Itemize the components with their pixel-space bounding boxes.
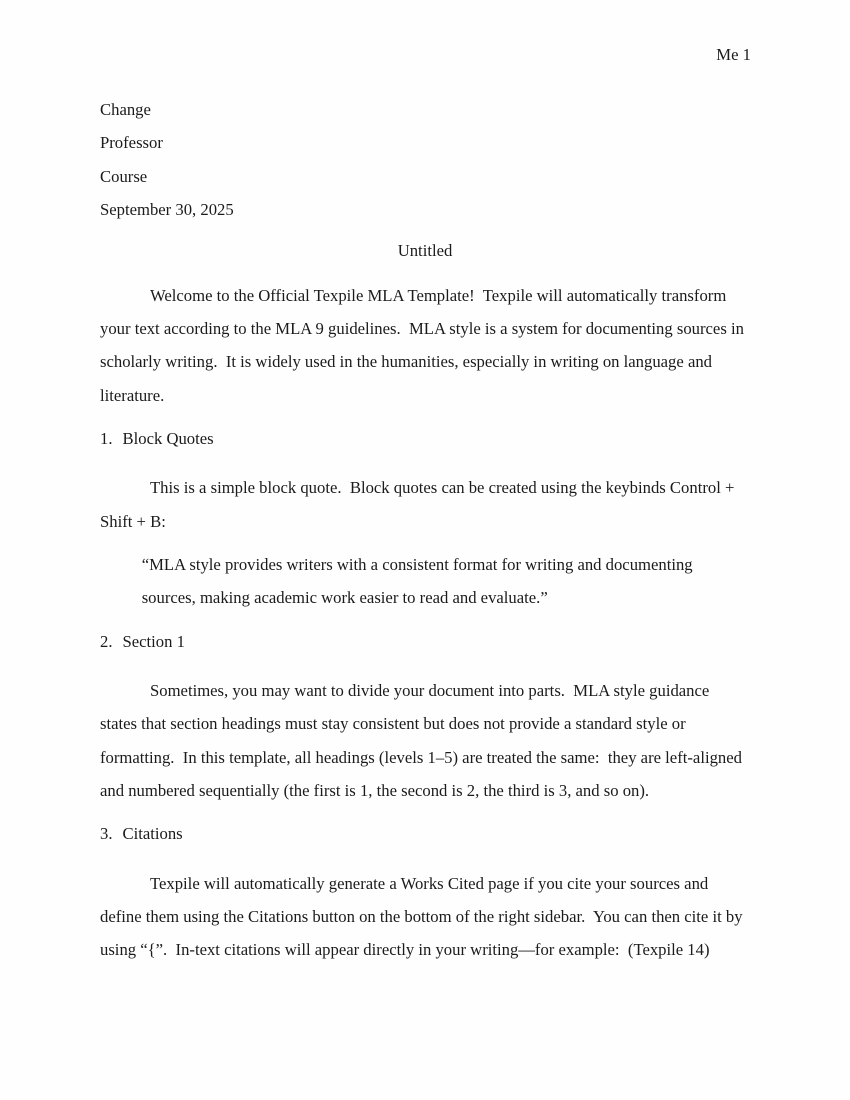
section-1-paragraph: Sometimes, you may want to divide your document into parts. MLA style guidance states that section headings must stay consistent but does not provide a standard style or formatting. In this template, all headings (levels 1–5) are treated the same: they are left-aligned and numbered sequentially (the first is 1, the second is 2, the third is 3, and so on). (100, 680, 742, 800)
section-number: 1. (100, 428, 113, 448)
intro-paragraph: Welcome to the Official Texpile MLA Template! Texpile will automatically transform your text according to the MLA 9 guidelines. MLA style is a system for documenting sources in scholarly writing. It is widely used in the humanities, especially in writing on language and literature. (100, 285, 744, 405)
section-heading-section-1 (100, 625, 750, 658)
section-title: Citations (122, 824, 183, 844)
running-head-text: Me 1 (716, 45, 751, 64)
block-quote: “MLA style provides writers with a consistent format for writing and documenting sources, making academic work easier to read and evaluate.” (141, 554, 693, 608)
section-heading-block-quotes (100, 422, 750, 455)
document-content (100, 93, 750, 967)
section-number: 3. (100, 824, 113, 844)
date-line: September 30, 2025 (100, 199, 234, 219)
professor-name: Professor (100, 133, 163, 153)
section-number: 2. (100, 631, 113, 651)
section-heading-citations (100, 817, 750, 850)
document-title: Untitled (397, 241, 453, 261)
section-title: Block Quotes (122, 428, 214, 448)
section-title: Section 1 (122, 631, 185, 651)
block-quotes-paragraph: This is a simple block quote. Block quotes can be created using the keybinds Control + Shift + B: (100, 478, 735, 531)
running-head (716, 47, 751, 64)
citations-paragraph: Texpile will automatically generate a Works Cited page if you cite your sources and define them using the Citations button on the bottom of the right sidebar. You can then cite it by using “{”. In-text citations will appear directly in your writing—for example: (Texpile 14) (100, 873, 743, 960)
course-name: Course (100, 166, 148, 186)
author-name: Change (100, 100, 151, 119)
